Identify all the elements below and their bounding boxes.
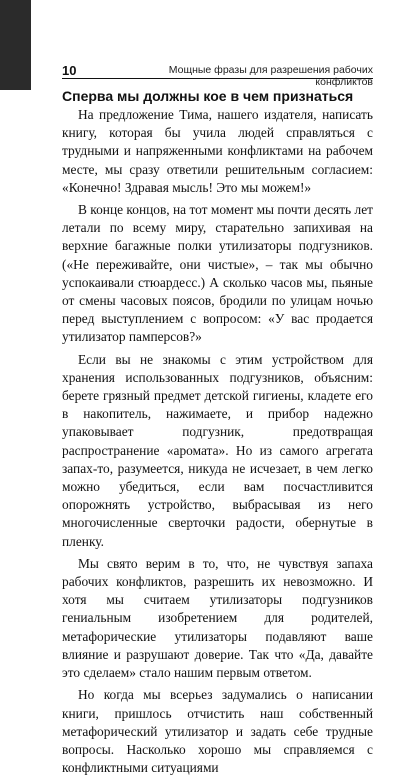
- page-edge-tab: [0, 0, 31, 90]
- page-number: 10: [62, 63, 77, 78]
- running-title: Мощные фразы для разрешения рабочих конфликтов: [168, 64, 373, 88]
- body-text: [62, 106, 373, 781]
- paragraph: Мы свято верим в то, что, не чувствуя запаха рабочих конфликтов, разрешить их невозможно. И хотя мы считаем утилизаторы подгузников гениальным изобретением для родителей, метафорические утилизаторы подавляют ваше влияние и разрушают доверие. Так что «Да, давайте это сделаем» стало нашим первым ответом.: [62, 555, 373, 681]
- paragraph: На предложение Тима, нашего издателя, написать книгу, которая бы учила людей справляться с трудными и напряженными конфликтами на рабочем месте, мы сразу ответили решительным согласием: «Конечно! Здравая мысль! Это мы можем!»: [62, 107, 373, 195]
- section-title: Сперва мы должны кое в чем признаться: [62, 88, 354, 104]
- paragraph: Если вы не знакомы с этим устройством для хранения использованных подгузников, объясним: берете грязный предмет детской гигиены, кладете его в накопитель, нажимаете, и прибор надежно упаковывает подгузник, предотвращая распространение «аромата». Но из самого агрегата запах-то, разумеется, никуда не исчезает, в чем легко можно убедиться, если вам посчастливится опорожнять устройство, выбрасывая из него многочисленные сверточки радости, обернутые в пленку.: [62, 351, 373, 549]
- paragraph: В конце концов, на тот момент мы почти десять лет летали по всему миру, старательно запихивая на верхние багажные полки утилизаторы подгузников. («Не переживайте, они чистые», – так мы обычно успокаивали стюардесс.) А сколько часов мы, пьяные от смены часовых поясов, бродили по улицам ночью перед выступлением с вопросом: «У вас продается утилизатор памперсов?»: [62, 202, 373, 345]
- header-rule: [62, 78, 373, 79]
- paragraph: Но когда мы всерьез задумались о написании книги, пришлось отчистить наш собственный метафорический утилизатор и задать себе трудные вопросы. Насколько хорошо мы справляемся с конфликтными ситуациями: [62, 687, 373, 776]
